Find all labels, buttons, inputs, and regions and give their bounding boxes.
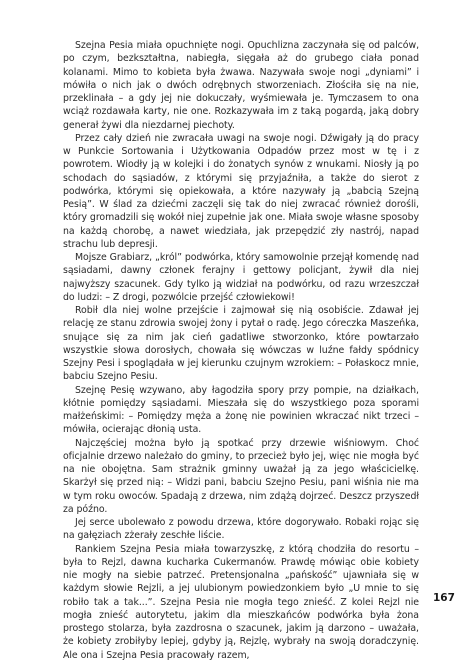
- paragraph: Robił dla niej wolne przejście i zajmował się nią osobiście. Zdawał jej relację ze stanu zdrowia swojej żony i pytał o radę. Jego córeczka Maszeńka, snujące się za nim jak cień gadatliwe stworzonko, które powtarzało wszystkie słowa dorosłych, chowała się wówczas w luźne fałdy spódnicy Szejny Pesi i spoglądała w jej kierunku czujnym wzrokiem: – Połaskocz mnie, babciu Szejno Pesiu.: [63, 305, 419, 383]
- paragraph: Przez cały dzień nie zwracała uwagi na swoje nogi. Dźwigały ją do pracy w Punkcie Sortowania i Użytkowania Odpadów przez most w tę i z powrotem. Wiodły ją w kolejki i do żonatych synów z wnukami. Niosły ją po schodach do sąsiadów, z którymi się przyjaźniła, a także do sierot z podwórka, którymi się opiekowała, a które nazywały ją „babcią Szejną Pesią”. W ślad za dziećmi zaczęli się tak do niej zwracać również dorośli, który gromadzili się wokół niej zupełnie jak one. Miała swoje własne sposoby na każdą chorobę, a nawet wiedziała, jak przepędzić zły nastrój, napad strachu lub depresji.: [63, 132, 419, 250]
- paragraph: Jej serce ubolewało z powodu drzewa, które dogorywało. Robaki rojąc się na gałęziach zżerały zeschłe liście.: [63, 517, 419, 542]
- body-text: [63, 39, 419, 662]
- page-number: 167: [433, 592, 455, 604]
- paragraph: Najczęściej można było ją spotkać przy drzewie wiśniowym. Choć oficjalnie drzewo należało do gminy, to przecież było jej, więc nie mogła być na nie obojętna. Sam strażnik gminny uważał ją za jego właścicielkę. Skarżył się przed nią: – Widzi pani, babciu Szejno Pesiu, pani wiśnia nie ma w tym roku owoców. Spadają z drzewa, nim zdążą dojrzeć. Deszcz przyszedł za późno.: [63, 437, 419, 515]
- paragraph: Mojsze Grabiarz, „król” podwórka, który samowolnie przejął komendę nad sąsiadami, dawny członek ferajny i gettowy policjant, żywił dla niej najwyższy szacunek. Gdy tylko ją widział na podwórku, od razu wrzeszczał do ludzi: – Z drogi, pozwólcie przejść człowiekowi!: [63, 252, 419, 303]
- paragraph: Szejnę Pesię wzywano, aby łagodziła spory przy pompie, na działkach, kłótnie pomiędzy sąsiadami. Mieszała się do wszystkiego poza sporami małżeńskimi: – Pomiędzy męża a żonę nie powinien wkraczać nikt trzeci – mówiła, ocierając dłonią usta.: [63, 384, 419, 436]
- paragraph: Rankiem Szejna Pesia miała towarzyszkę, z którą chodziła do resortu – była to Rejzl, dawna kucharka Cukermanów. Prawdę mówiąc obie kobiety nie mogły na siebie patrzeć. Pretensjonalna „pańskość” ujawniała się w każdym słowie Rejzli, a jej ulubionym powiedzonkiem było „U mnie to się robiło tak a tak...”. Szejna Pesia nie mogła tego znieść. Z kolei Rejzl nie mogła znieść autorytetu, jakim dla mieszkańców podwórka była żona prostego stolarza, była zazdrosna o szacunek, jakim ją darzono – uważała, że kobiety zrobiłyby lepiej, gdyby ją, Rejzlę, wybrały na swoją doradczynię. Ale ona i Szejna Pesia pracowały razem,: [63, 543, 419, 661]
- paragraph: Szejna Pesia miała opuchnięte nogi. Opuchlizna zaczynała się od palców, po czym, bezkształtna, nabiegła, sięgała aż do grubego ciała ponad kolanami. Mimo to kobieta była żwawa. Nazywała swoje nogi „dyniami” i mówiła o nich jak o dwóch odrębnych stworzeniach. Złościła się na nie, przeklinała – a gdy jej nie dokuczały, wyśmiewała je. Tymczasem to ona wciąż rozdawała karty, nie one. Rozkazywała im z taką pogardą, jaką dobry generał żywi dla niezdarnej piechoty.: [63, 40, 419, 131]
